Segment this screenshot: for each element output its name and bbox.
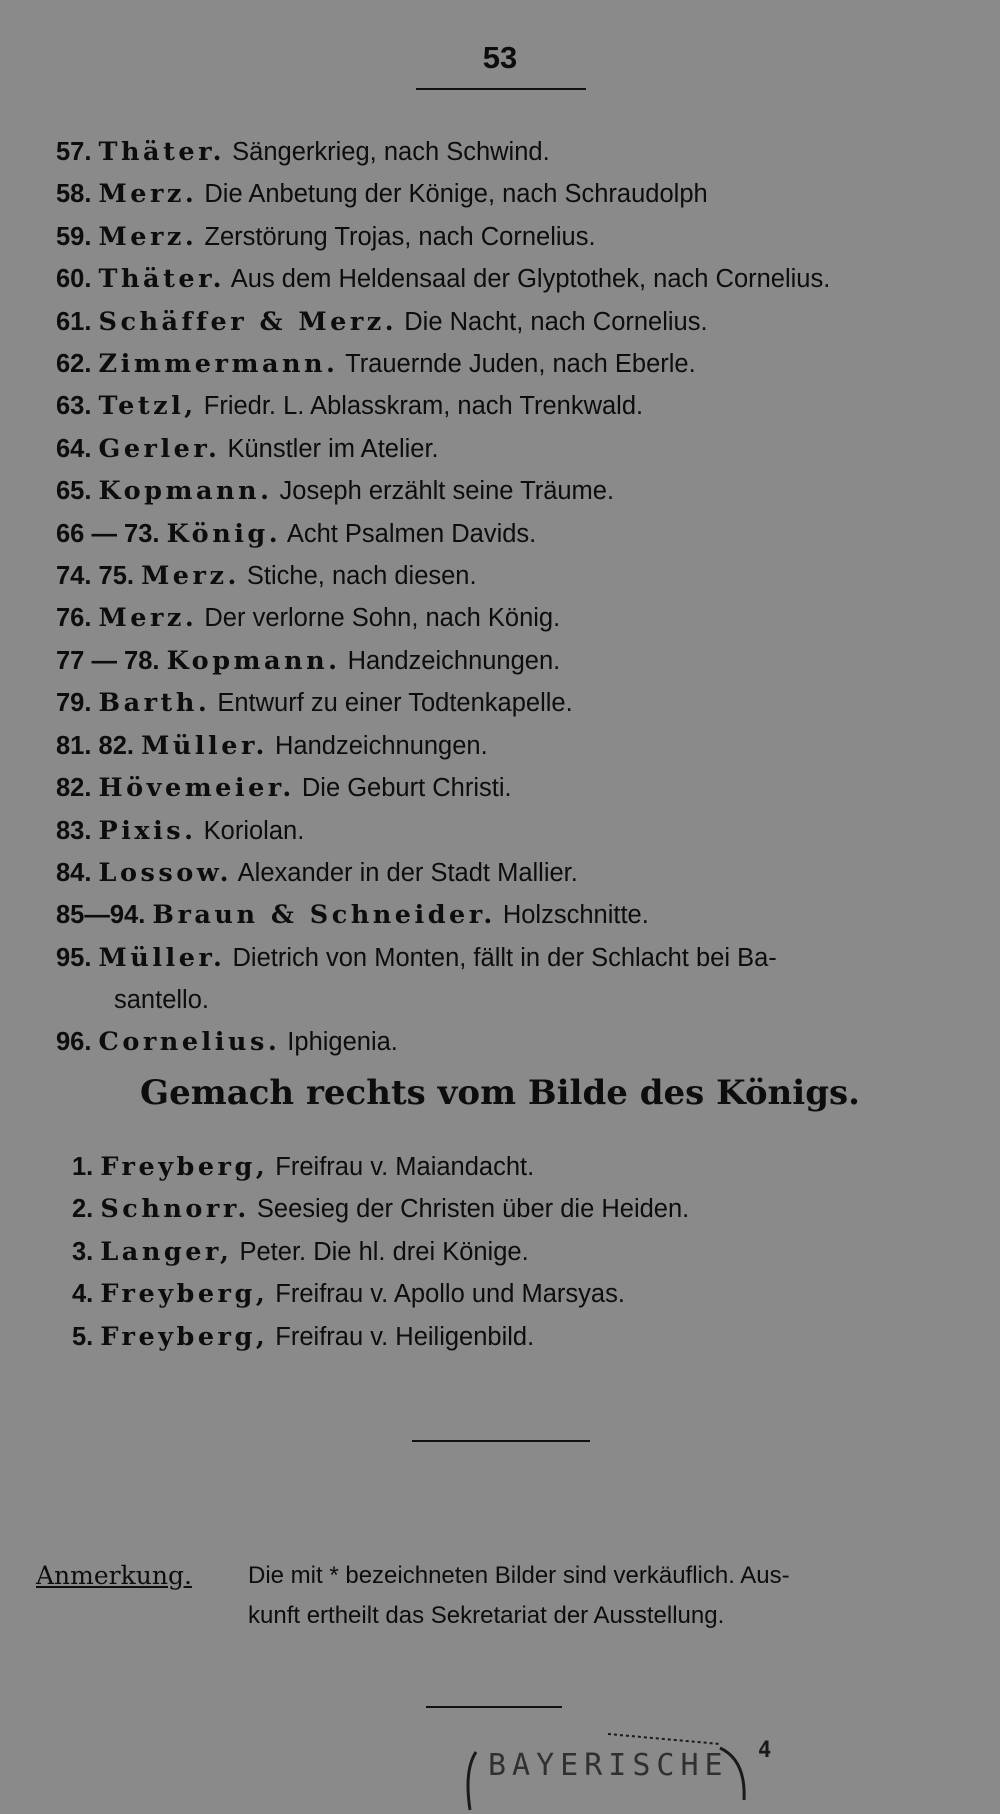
entry-number: 82.	[56, 774, 92, 803]
entry-number: 79.	[56, 689, 92, 718]
entry-artist: Schäffer & Merz.	[98, 306, 398, 337]
entry-number: 65.	[56, 477, 92, 506]
entry-artist: Gerler.	[98, 433, 221, 464]
entry-artist: Thäter.	[98, 137, 226, 167]
catalog-entry	[56, 597, 956, 639]
entry-artist: Freyberg,	[100, 1152, 269, 1182]
section-heading: Gemach rechts vom Bilde des Königs.	[140, 1073, 860, 1113]
entry-artist: Lossow.	[98, 857, 232, 888]
entry-artist: Braun & Schneider.	[152, 900, 496, 931]
entry-number: 95.	[56, 943, 92, 972]
entry-title: Zerstörung Trojas, nach Cornelius.	[204, 222, 596, 251]
section-end-rule	[412, 1440, 590, 1442]
catalog-entry	[56, 385, 956, 427]
catalog-entry	[56, 301, 956, 343]
entry-artist: König.	[166, 518, 282, 549]
catalog-entry	[56, 725, 956, 767]
entry-artist: Kopmann.	[166, 645, 341, 676]
entry-given-name: Freifrau v.	[275, 1280, 389, 1309]
catalog-entry	[56, 428, 956, 470]
entry-title: Dietrich von Monten, fällt in der Schlacht bei Ba-	[232, 943, 777, 972]
entry-artist: Freyberg,	[100, 1279, 269, 1310]
entry-number: 76.	[56, 604, 92, 633]
footnote-line: kunft ertheilt das Sekretariat der Ausstellung.	[248, 1602, 725, 1629]
entry-number: 1.	[72, 1153, 94, 1181]
entry-title: Aus dem Heldensaal der Glyptothek, nach Cornelius.	[230, 265, 831, 294]
entry-number: 4.	[72, 1280, 94, 1309]
entry-title: Die Nacht, nach Cornelius.	[404, 307, 708, 336]
catalog-entry	[56, 1021, 956, 1063]
stamp-text: BAYERISCHE	[488, 1748, 729, 1783]
catalog-entry	[56, 216, 956, 258]
entry-title: Sängerkrieg, nach Schwind.	[232, 138, 550, 166]
section-list	[72, 1146, 952, 1358]
entry-number: 62.	[56, 350, 92, 379]
entry-artist: Schnorr.	[100, 1194, 250, 1225]
entry-number: 60.	[56, 265, 92, 294]
catalog-entry	[56, 173, 956, 215]
section-entry	[72, 1231, 952, 1273]
entry-artist: Müller.	[98, 942, 226, 973]
stamp-superscript: 4	[758, 1738, 772, 1763]
footnote-line: Die mit * bezeichneten Bilder sind verkäuflich. Aus-	[248, 1562, 790, 1589]
section-entry	[72, 1188, 952, 1230]
entry-given-name: Friedr. L.	[203, 392, 305, 421]
catalog-entry	[56, 131, 956, 173]
entry-given-name: Freifrau v.	[275, 1153, 389, 1181]
entry-title: Die Anbetung der Könige, nach Schraudolph	[204, 180, 708, 209]
entry-number: 3.	[72, 1237, 94, 1266]
section-entry	[72, 1316, 952, 1358]
entry-title: Die hl. drei Könige.	[313, 1237, 529, 1266]
catalog-entry	[56, 555, 956, 597]
catalog-entry	[56, 894, 956, 936]
entry-title-continuation: santello.	[114, 985, 209, 1014]
entry-artist: Pixis.	[98, 815, 197, 846]
entry-title: Apollo und Marsyas.	[393, 1280, 625, 1309]
catalog-entry	[56, 640, 956, 682]
footnote-label: Anmerkung.	[36, 1561, 192, 1590]
entry-number: 81. 82.	[56, 731, 134, 760]
entry-artist: Freyberg,	[100, 1321, 269, 1352]
section-entry	[72, 1146, 952, 1188]
section-entry	[72, 1273, 952, 1315]
entry-number: 96.	[56, 1027, 92, 1056]
entry-title: Handzeichnungen.	[347, 646, 561, 675]
entry-title: Handzeichnungen.	[275, 731, 488, 760]
entry-number: 66 — 73.	[56, 519, 160, 548]
entry-title: Der verlorne Sohn, nach König.	[204, 604, 561, 633]
entry-artist: Merz.	[98, 603, 198, 634]
catalog-entry	[56, 767, 956, 809]
entry-number: 5.	[72, 1322, 94, 1351]
entry-artist: Zimmermann.	[98, 349, 339, 380]
entry-artist: Langer,	[100, 1236, 233, 1267]
entry-title: Maiandacht.	[395, 1153, 535, 1181]
entry-number: 64.	[56, 434, 92, 463]
catalog-entry	[56, 343, 956, 385]
entry-number: 77 — 78.	[56, 646, 160, 675]
catalog-entry	[56, 682, 956, 724]
entry-title: Acht Psalmen Davids.	[286, 519, 537, 548]
entry-given-name: Freifrau v.	[275, 1322, 389, 1351]
entry-title: Heiligenbild.	[395, 1322, 535, 1351]
entry-title: Koriolan.	[203, 816, 305, 845]
entry-number: 84.	[56, 858, 92, 887]
footnote-text	[248, 1556, 988, 1636]
entry-title: Iphigenia.	[287, 1027, 398, 1056]
catalog-entry	[56, 258, 956, 300]
entry-artist: Tetzl,	[98, 391, 197, 422]
entry-title: Holzschnitte.	[502, 901, 649, 930]
entry-number: 61.	[56, 307, 92, 336]
entry-title: Alexander in der Stadt Mallier.	[237, 858, 578, 887]
entry-number: 85—94.	[56, 901, 146, 930]
entry-number: 58.	[56, 180, 92, 209]
entry-number: 2.	[72, 1195, 94, 1224]
header-rule	[416, 88, 586, 90]
library-stamp	[458, 1730, 772, 1814]
entry-title: Künstler im Atelier.	[227, 434, 439, 463]
entry-artist: Merz.	[141, 561, 240, 592]
catalog-entry	[56, 852, 956, 894]
entry-artist: Müller.	[141, 730, 268, 761]
entry-title: Joseph erzählt seine Träume.	[279, 477, 615, 506]
entry-number: 83.	[56, 816, 92, 845]
catalog-entry	[56, 937, 956, 1021]
entry-artist: Cornelius.	[98, 1026, 281, 1057]
entry-artist: Barth.	[98, 688, 211, 719]
entry-number: 59.	[56, 222, 92, 251]
footer-rule	[426, 1706, 562, 1708]
entry-number: 57.	[56, 138, 92, 166]
entry-title: Entwurf zu einer Todtenkapelle.	[217, 689, 573, 718]
entry-title: Ablasskram, nach Trenkwald.	[310, 392, 644, 421]
entry-number: 74. 75.	[56, 562, 134, 591]
catalog-entry	[56, 810, 956, 852]
entry-artist: Merz.	[98, 221, 198, 252]
entry-title: Die Geburt Christi.	[301, 774, 512, 803]
entry-artist: Thäter.	[98, 264, 226, 295]
catalog-entry	[56, 470, 956, 512]
entry-title: Trauernde Juden, nach Eberle.	[345, 350, 696, 379]
entry-title: Seesieg der Christen über die Heiden.	[256, 1195, 690, 1224]
entry-artist: Kopmann.	[98, 476, 273, 507]
entry-artist: Merz.	[98, 179, 198, 210]
entry-given-name: Peter.	[239, 1237, 307, 1266]
entry-title: Stiche, nach diesen.	[246, 562, 477, 591]
catalog-list	[56, 131, 956, 1063]
entry-artist: Hövemeier.	[98, 773, 295, 804]
catalog-entry	[56, 513, 956, 555]
page-number: 53	[482, 40, 518, 75]
entry-number: 63.	[56, 392, 92, 421]
